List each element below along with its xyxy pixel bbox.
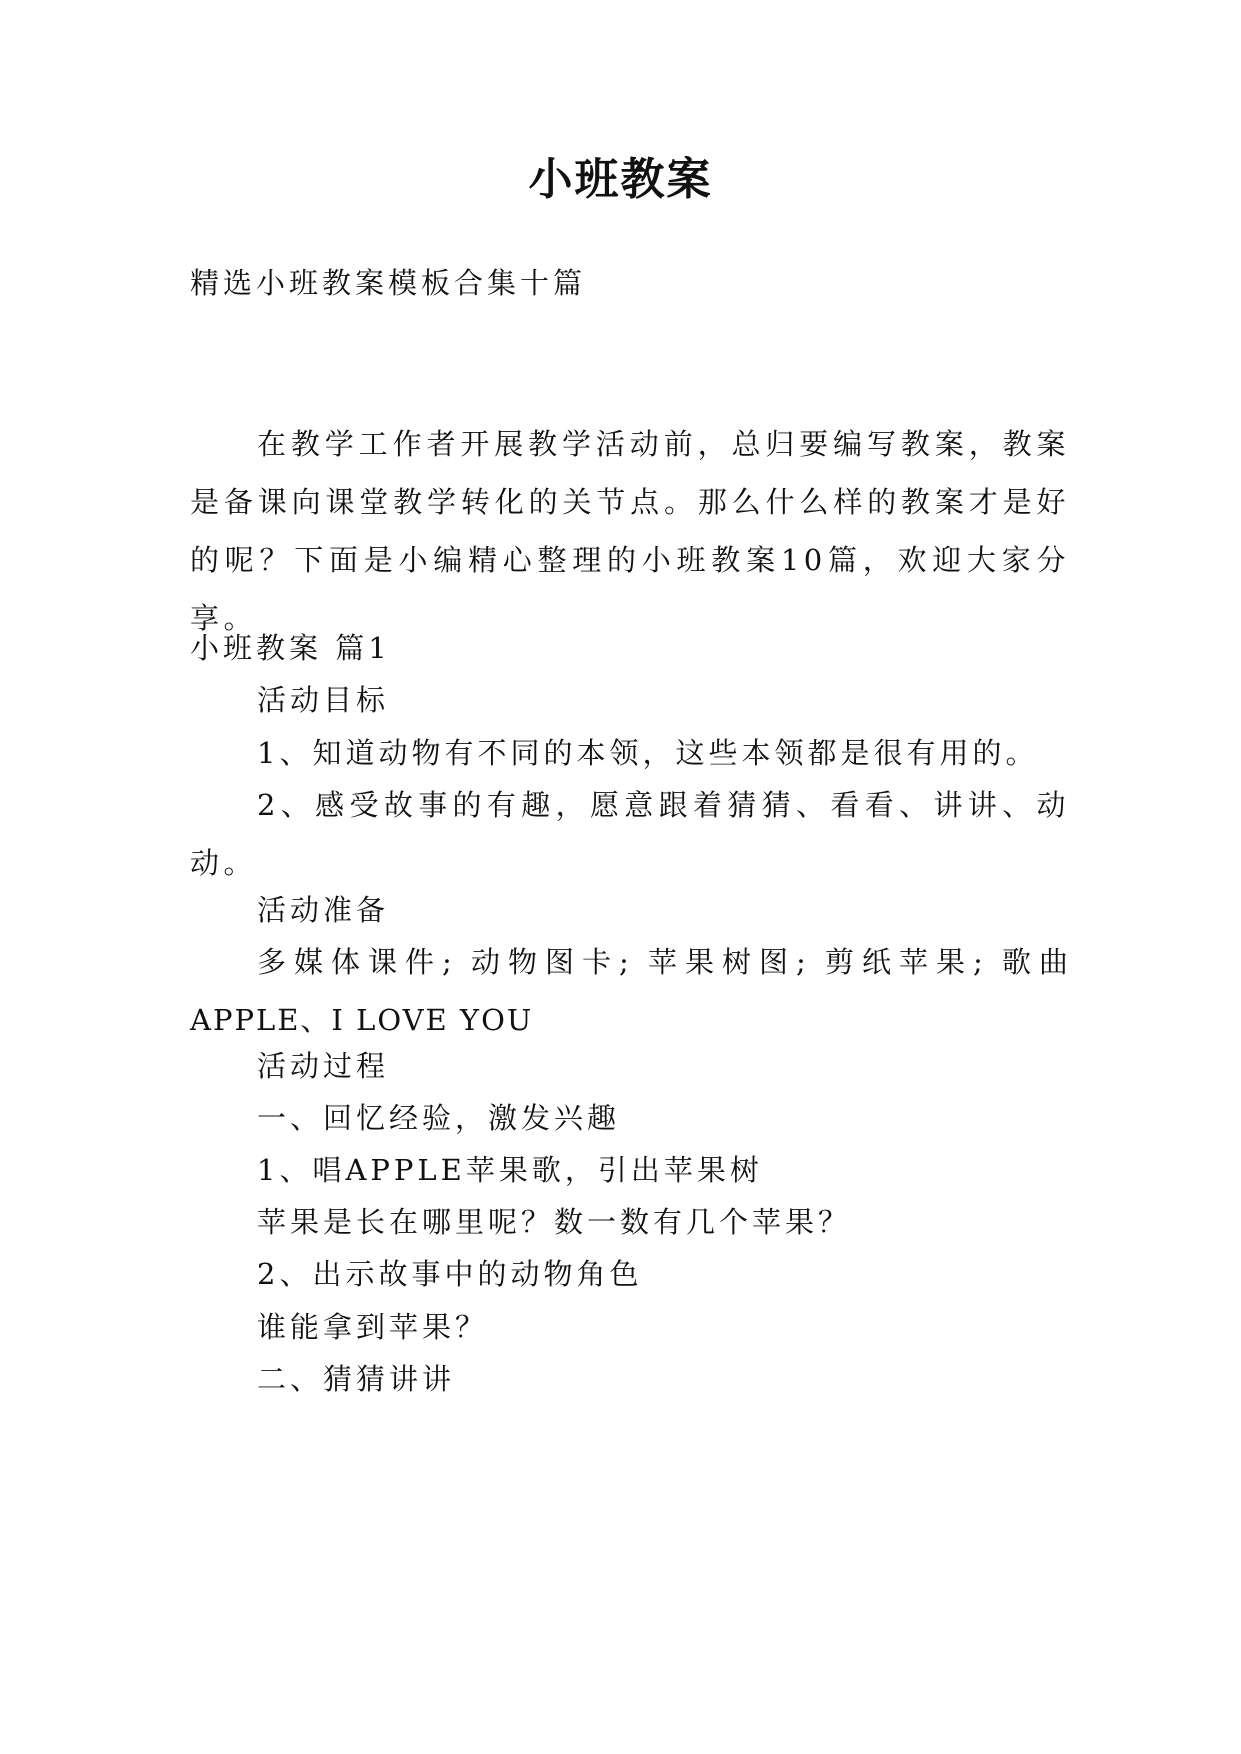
goal-item-2: 2、感受故事的有趣，愿意跟着猜猜、看看、讲讲、动动。 bbox=[190, 788, 1070, 880]
step-1-1-question: 苹果是长在哪里呢？数一数有几个苹果？ bbox=[257, 1205, 852, 1239]
prep-text: 多媒体课件; 动物图卡; 苹果树图; 剪纸苹果; 歌曲APPLE、I LOVE YOU bbox=[190, 945, 1070, 1037]
step-1-2: 2、出示故事中的动物角色 bbox=[257, 1257, 643, 1291]
step-1-heading: 一、回忆经验，激发兴趣 bbox=[257, 1101, 621, 1135]
document-title: 小班教案 bbox=[528, 154, 713, 205]
document-subtitle: 精选小班教案模板合集十篇 bbox=[190, 266, 587, 300]
process-heading: 活动过程 bbox=[257, 1049, 390, 1083]
goal-heading: 活动目标 bbox=[257, 683, 390, 717]
step-1-2-question: 谁能拿到苹果？ bbox=[257, 1310, 489, 1344]
intro-paragraph: 在教学工作者开展教学活动前，总归要编写教案，教案是备课向课堂教学转化的关节点。那么什么样的教案才是好的呢？下面是小编精心整理的小班教案10篇，欢迎大家分享。 bbox=[190, 427, 1070, 635]
step-2-heading: 二、猜猜讲讲 bbox=[257, 1362, 456, 1396]
section-heading: 小班教案 篇1 bbox=[190, 631, 391, 665]
prep-heading: 活动准备 bbox=[257, 893, 390, 927]
goal-item-1: 1、知道动物有不同的本领，这些本领都是很有用的。 bbox=[257, 736, 1039, 770]
step-1-1: 1、唱APPLE苹果歌，引出苹果树 bbox=[257, 1153, 763, 1187]
